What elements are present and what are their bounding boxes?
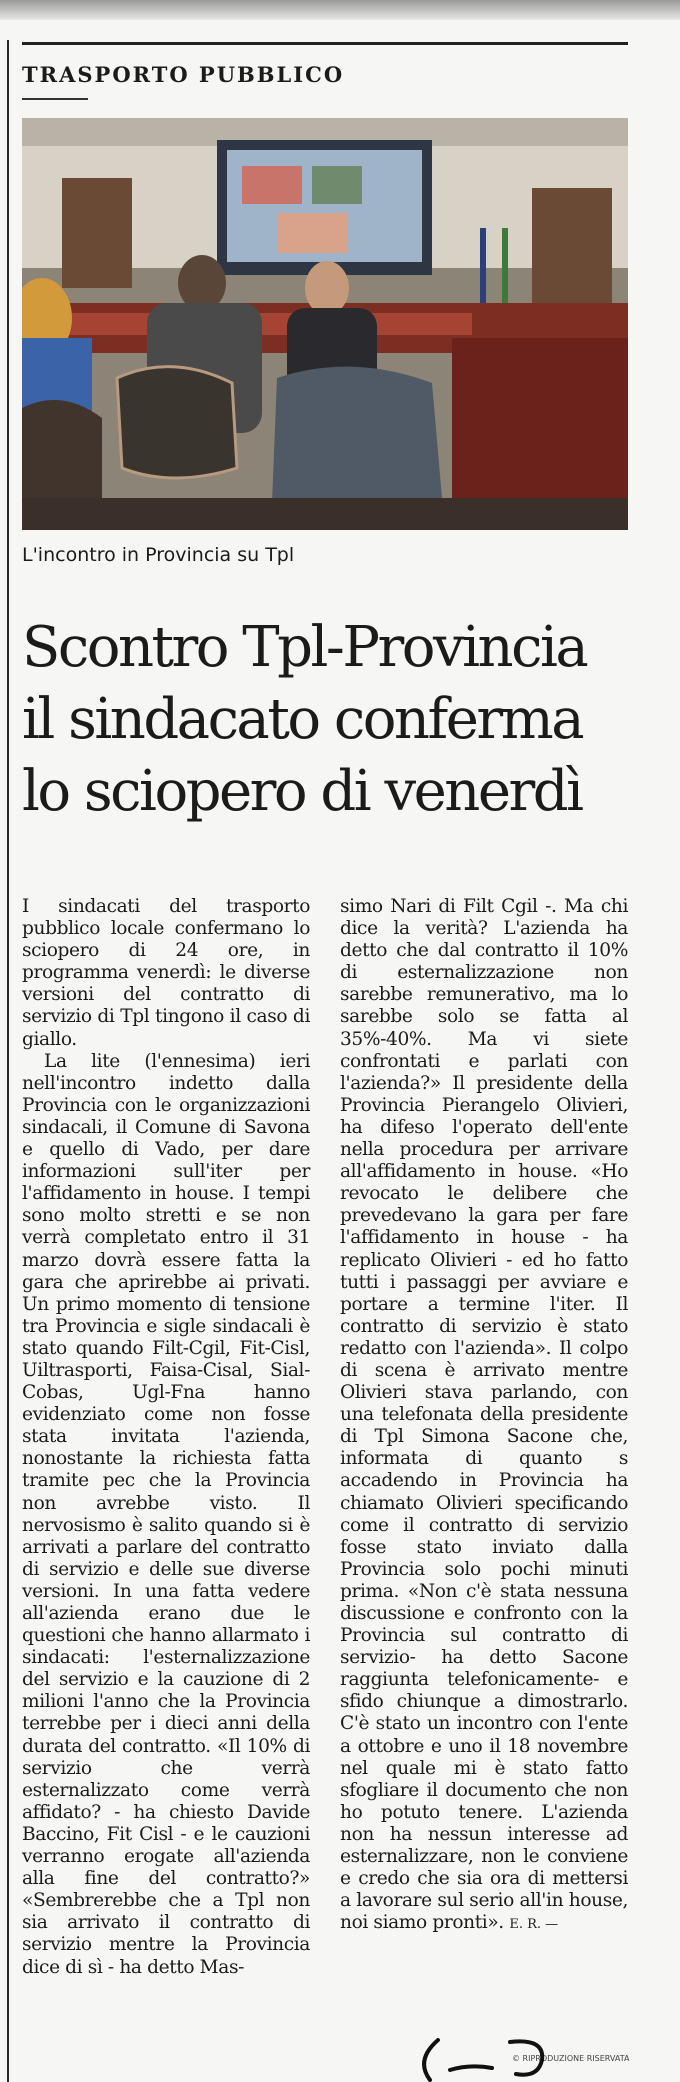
- article-paragraph-continued: simo Nari di Filt Cgil -. Ma chi dice la verità? L'azienda ha detto che dal contratto il 10% di esternalizzazione non sarebbe remunerativo, ma lo sarebbe solo se fatta al 35%-40%. Ma vi siete confrontati e parlati con l'azienda?» Il presidente della Provincia Pierangelo Olivieri, ha difeso l'operato dell'ente nella procedura per arrivare all'affidamento in house. «Ho revocato le delibere che prevedevano la gara per fare l'affidamento in house - ha replicato Olivieri - ed ho fatto tutti i passaggi per avviare e portare a termine l'iter. Il contratto di servizio è stato redatto con l'azienda». Il colpo di scena è arrivato mentre Olivieri stava parlando, con una telefonata della presidente di Tpl Simona Sacone che, informata di quanto s accadendo in Provincia ha chiamato Olivieri specificando come il contratto di servizio fosse stato inviato dalla Provincia solo pochi minuti prima. «Non c'è stata nessuna discussione e confronto con la Provincia sul contratto di servizio- ha detto Sacone raggiunta telefonicamente- e sfido chiunque a dimostrarlo. C'è stato un incontro con l'ente a ottobre e uno il 18 novembre nel quale mi è stato fatto sfogliare il documento che non ho potuto tenere. L'azienda non ha nessun interesse ad esternalizzare, non le conviene e credo che sia ora di mettersi a lavorare sul serio all'in house, noi siamo pronti».: [340, 896, 628, 1934]
- page-top-shadow: [0, 0, 680, 20]
- photo-caption: L'incontro in Provincia su Tpl: [22, 544, 295, 566]
- section-top-rule: [22, 42, 628, 45]
- byline: E. R. —: [509, 1917, 559, 1933]
- headline-line-1: Scontro Tpl-Provincia: [22, 615, 587, 680]
- rights-notice: © RIPRODUZIONE RISERVATA: [512, 2054, 630, 2063]
- headline-line-3: lo sciopero di venerdì: [22, 759, 582, 824]
- article-column-1: [22, 896, 310, 1979]
- column-divider-rule: [7, 40, 9, 2082]
- handwritten-mark: [410, 2030, 570, 2082]
- headline: [22, 612, 642, 828]
- headline-line-2: il sindacato conferma: [22, 687, 583, 752]
- meeting-photo: [22, 118, 628, 530]
- article-paragraph-1: I sindacati del trasporto pubblico locale confermano lo sciopero di 24 ore, in programma venerdì: le diverse versioni del contratto di servizio di Tpl tingono il caso di giallo.: [22, 896, 310, 1050]
- section-label: TRASPORTO PUBBLICO: [22, 62, 345, 87]
- article-column-2: [340, 896, 628, 1936]
- section-underline: [22, 98, 88, 100]
- article-paragraph-2: La lite (l'ennesima) ieri nell'incontro indetto dalla Provincia con le organizzazioni sindacali, il Comune di Savona e quello di Vado, per dare informazioni sull'iter per l'affidamento in house. I tempi sono molto stretti e se non verrà completato entro il 31 marzo dovrà essere fatta la gara che aprirebbe ai privati. Un primo momento di tensione tra Provincia e sigle sindacali è stato quando Filt-Cgil, Fit-Cisl, Uiltrasporti, Faisa-Cisal, Sial-Cobas, Ugl-Fna hanno evidenziato come non fosse stata invitata l'azienda, nonostante la richiesta fatta tramite pec che la Provincia non avrebbe visto. Il nervosismo è salito quando si è arrivati a parlare del contratto di servizio e delle sue diverse versioni. In una fatta vedere all'azienda erano due le questioni che hanno allarmato i sindacati: l'esternalizzazione del servizio e la cauzione di 2 milioni l'anno che la Provincia terrebbe per i dieci anni della durata del contratto. «Il 10% di servizio che verrà esternalizzato come verrà affidato? - ha chiesto Davide Baccino, Fit Cisl - e le cauzioni verranno erogate all'azienda alla fine del contratto?» «Sembrerebbe che a Tpl non sia arrivato il contratto di servizio mentre la Provincia dice di sì - ha detto Mas-: [22, 1050, 310, 1978]
